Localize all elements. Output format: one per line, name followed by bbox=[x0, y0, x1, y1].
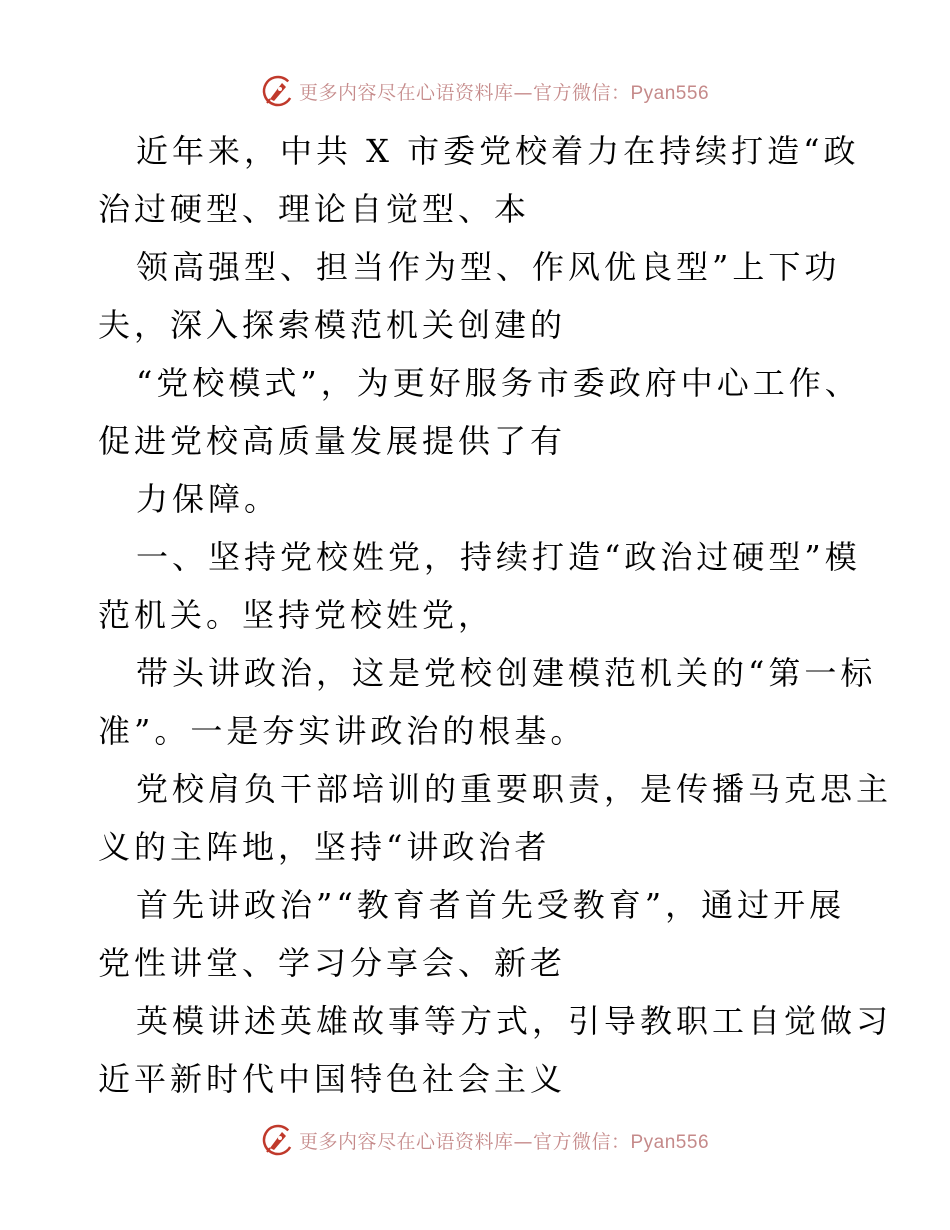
header-banner bbox=[0, 71, 950, 111]
paragraph-line: 党性讲堂、学习分享会、新老 bbox=[98, 944, 567, 982]
paragraph-line: 范机关。坚持党校姓党， bbox=[98, 596, 495, 634]
paragraph bbox=[98, 992, 893, 1108]
footer-banner bbox=[0, 1120, 950, 1160]
paragraph bbox=[98, 238, 858, 354]
banner-wechat-id: Pyan556 bbox=[630, 1131, 710, 1153]
paragraph-line: 一、坚持党校姓党，持续打造“政治过硬型”模 bbox=[136, 538, 861, 576]
paragraph-line: 促进党校高质量发展提供了有 bbox=[98, 422, 567, 460]
paragraph-line: 准”。一是夯实讲政治的根基。 bbox=[98, 712, 587, 750]
paragraph bbox=[98, 876, 858, 992]
paragraph bbox=[98, 760, 893, 876]
paragraph-line: 首先讲政治”“教育者首先受教育”，通过开展 bbox=[136, 886, 846, 924]
paragraph-line: “党校模式”，为更好服务市委政府中心工作、 bbox=[136, 364, 861, 402]
header-banner-text bbox=[299, 78, 709, 105]
paragraph bbox=[98, 528, 861, 644]
banner-promo-text: 更多内容尽在心语资料库—官方微信： bbox=[298, 1130, 631, 1153]
paragraph-line: 近平新时代中国特色社会主义 bbox=[98, 1060, 567, 1098]
paragraph-line: 义的主阵地，坚持“讲政治者 bbox=[98, 828, 551, 866]
header-banner-content bbox=[261, 74, 709, 108]
banner-promo-text: 更多内容尽在心语资料库—官方微信： bbox=[298, 81, 631, 104]
document-body bbox=[98, 122, 893, 1108]
pen-nib-logo-icon bbox=[261, 74, 295, 108]
footer-banner-text bbox=[299, 1127, 709, 1154]
pen-nib-logo-icon bbox=[261, 1123, 295, 1157]
footer-banner-content bbox=[261, 1123, 709, 1157]
paragraph-line: 带头讲政治，这是党校创建模范机关的“第一标 bbox=[136, 654, 877, 692]
paragraph-line: 党校肩负干部培训的重要职责，是传播马克思主 bbox=[136, 770, 893, 808]
paragraph bbox=[98, 122, 858, 238]
paragraph bbox=[98, 470, 858, 528]
paragraph-line: 领高强型、担当作为型、作风优良型”上下功 bbox=[136, 248, 841, 286]
banner-wechat-id: Pyan556 bbox=[630, 82, 710, 104]
paragraph bbox=[98, 354, 861, 470]
paragraph-line: 英模讲述英雄故事等方式，引导教职工自觉做习 bbox=[136, 1002, 893, 1040]
paragraph-line: 力保障。 bbox=[136, 480, 281, 518]
paragraph-line: 治过硬型、理论自觉型、本 bbox=[98, 190, 531, 228]
paragraph-line: 夫，深入探索模范机关创建的 bbox=[98, 306, 567, 344]
paragraph-line: 近年来，中共 X 市委党校着力在持续打造“政 bbox=[136, 132, 860, 170]
paragraph bbox=[98, 644, 877, 760]
